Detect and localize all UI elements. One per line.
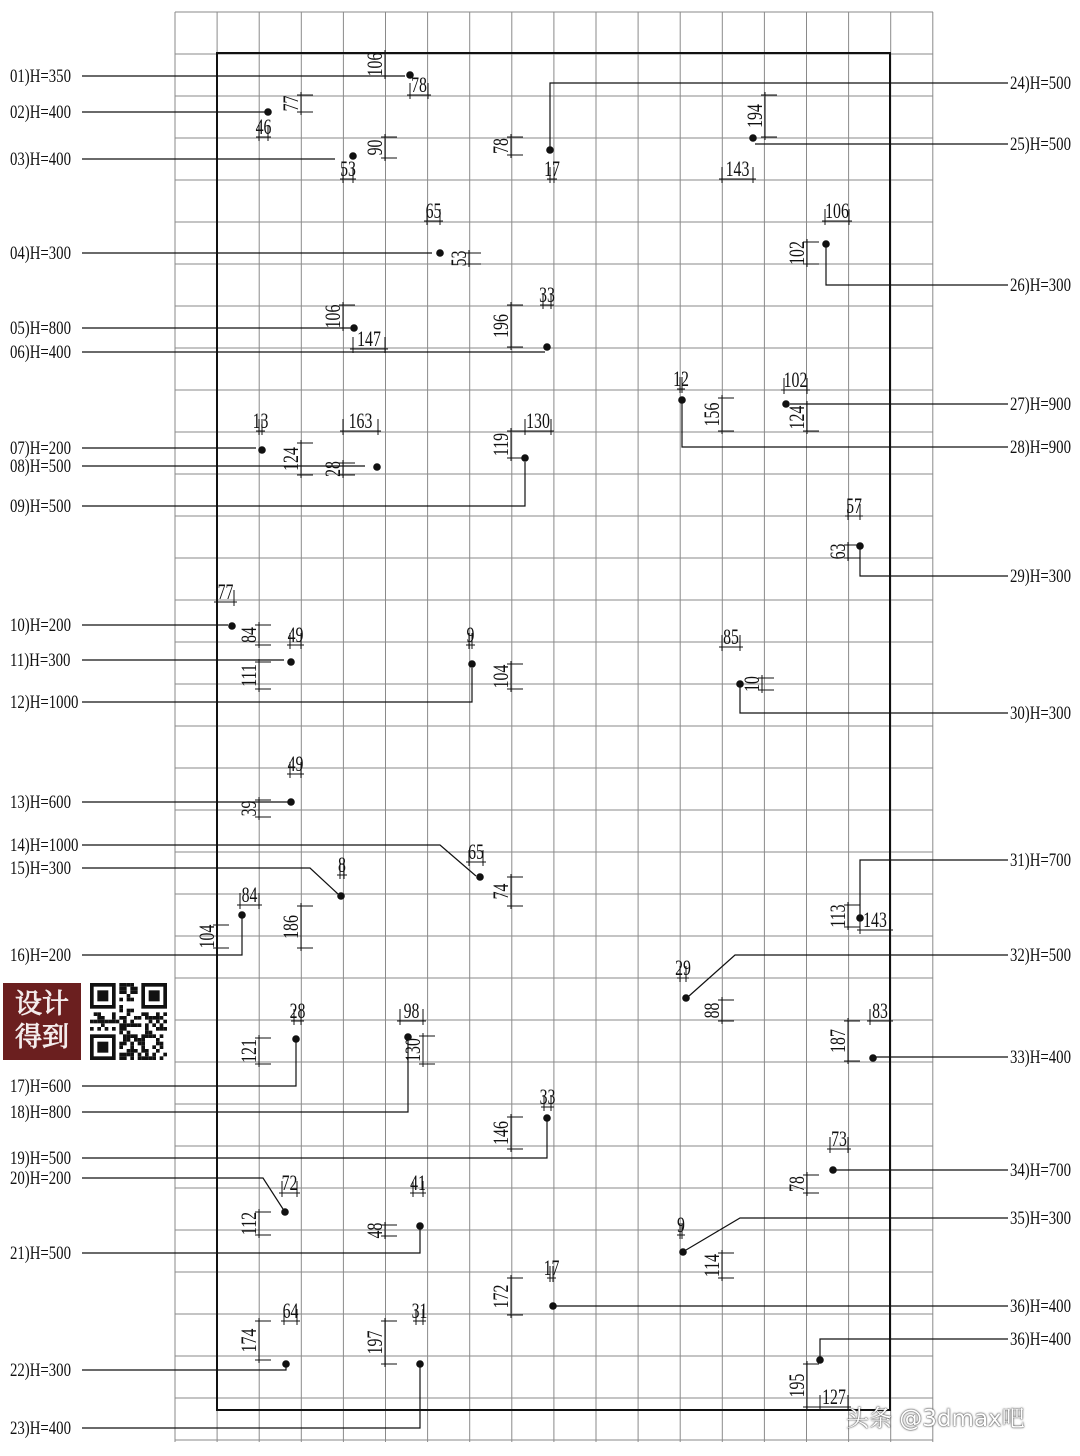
- fixture-label: 24)H=500: [1010, 72, 1071, 94]
- dimension-value: 106: [321, 304, 346, 329]
- fixture-label: 06)H=400: [10, 341, 71, 363]
- outlet-point-icon: [678, 396, 686, 404]
- dimension-value: 172: [489, 1284, 514, 1309]
- dimension-value: 90: [363, 139, 388, 156]
- fixture-label: 09)H=500: [10, 495, 71, 517]
- dimension-value: 72: [281, 1171, 298, 1196]
- fixture-label: 02)H=400: [10, 101, 71, 123]
- fixture-right-7: [719, 626, 1071, 724]
- logo-line-2: 得到: [15, 1022, 69, 1053]
- outlet-point-icon: [546, 146, 554, 154]
- dimension-value: 53: [340, 157, 356, 182]
- outlet-point-icon: [679, 1248, 687, 1256]
- leader-line: [860, 860, 1008, 915]
- outlet-point-icon: [416, 1360, 424, 1368]
- dimension-value: 124: [785, 405, 810, 430]
- fixture-label: 01)H=350: [10, 65, 71, 87]
- outlet-point-icon: [282, 1360, 290, 1368]
- outlet-point-icon: [281, 1208, 289, 1216]
- fixture-label: 07)H=200: [10, 437, 71, 459]
- brand-logo: [3, 983, 81, 1060]
- outlet-point-icon: [822, 240, 830, 248]
- outlet-point-icon: [258, 446, 266, 454]
- dimension-value: 195: [785, 1373, 810, 1398]
- dimension-value: 98: [403, 999, 420, 1024]
- dimension-value: 48: [363, 1222, 388, 1239]
- outlet-point-icon: [337, 892, 345, 900]
- fixture-left-23: [10, 1300, 427, 1439]
- fixture-label: 18)H=800: [10, 1101, 71, 1123]
- dimension-value: 63: [826, 543, 851, 560]
- dimension-value: 9: [466, 623, 475, 648]
- dimension-value: 13: [252, 409, 269, 434]
- dimension-value: 83: [872, 999, 888, 1024]
- dimension-value: 163: [348, 409, 373, 434]
- dimension-value: 65: [468, 840, 484, 865]
- dimension-value: 78: [489, 138, 514, 154]
- dimension-value: 102: [783, 368, 808, 393]
- fixture-label: 33)H=400: [1010, 1046, 1071, 1068]
- fixture-label: 32)H=500: [1010, 944, 1071, 966]
- fixture-left-20: [10, 1167, 300, 1238]
- dimension-value: 174: [237, 1328, 262, 1353]
- dimension-value: 194: [743, 104, 768, 128]
- fixture-label: 20)H=200: [10, 1167, 71, 1189]
- dimension-value: 33: [539, 1085, 556, 1110]
- dimension-value: 77: [279, 95, 304, 112]
- fixture-left-3: [10, 134, 397, 183]
- fixture-left-14: [10, 834, 523, 909]
- outlet-point-icon: [292, 1035, 300, 1043]
- dimension-value: 78: [785, 1176, 810, 1192]
- dimension-value: 114: [700, 1253, 725, 1278]
- fixture-right-4: [781, 369, 1071, 434]
- fixture-label: 16)H=200: [10, 944, 71, 966]
- fixture-right-1: [490, 72, 1071, 183]
- fixture-label: 23)H=400: [10, 1417, 71, 1439]
- dimension-value: 197: [363, 1330, 388, 1355]
- leader-line: [686, 1218, 1008, 1250]
- fixture-label: 36)H=400: [1010, 1328, 1071, 1350]
- fixture-label: 04)H=300: [10, 242, 71, 264]
- fixture-left-22: [10, 1300, 300, 1381]
- dimension-value: 156: [700, 402, 725, 427]
- fixture-label: 25)H=500: [1010, 133, 1071, 155]
- dimension-value: 53: [447, 250, 472, 267]
- fixture-label: 13)H=600: [10, 791, 71, 813]
- fixture-label: 22)H=300: [10, 1359, 71, 1381]
- fixture-left-2: [10, 92, 313, 141]
- fixture-left-13: [10, 753, 304, 820]
- dimension-value: 17: [543, 1256, 560, 1281]
- dimension-value: 49: [287, 623, 304, 648]
- dimension-value: 49: [287, 752, 304, 777]
- fixture-label: 12)H=1000: [10, 691, 79, 713]
- dimension-value: 84: [237, 627, 262, 643]
- outlet-point-icon: [476, 873, 484, 881]
- outlet-point-icon: [228, 622, 236, 630]
- outlet-point-icon: [543, 1114, 551, 1122]
- dimension-value: 78: [411, 73, 427, 98]
- leader-line: [82, 845, 476, 876]
- fixture-left-4: [10, 200, 481, 267]
- dimension-value: 127: [822, 1385, 846, 1410]
- dimension-value: 65: [425, 199, 442, 224]
- fixture-right-11: [786, 1128, 1071, 1196]
- fixture-label: 15)H=300: [10, 857, 71, 879]
- outlet-point-icon: [436, 249, 444, 257]
- dimension-value: 57: [846, 494, 862, 519]
- fixture-label: 29)H=300: [1010, 565, 1071, 587]
- dimension-value: 28: [321, 461, 346, 477]
- fixture-label: 27)H=900: [1010, 393, 1071, 415]
- dimension-value: 85: [723, 625, 739, 650]
- leader-line: [82, 668, 472, 702]
- dimension-value: 112: [237, 1211, 262, 1236]
- dimension-value: 64: [282, 1299, 299, 1324]
- fixture-label: 17)H=600: [10, 1075, 71, 1097]
- dimension-value: 124: [279, 447, 304, 471]
- dimension-value: 77: [217, 580, 234, 605]
- dimension-value: 73: [831, 1127, 847, 1152]
- fixture-label: 03)H=400: [10, 148, 71, 170]
- fixture-left-19: [10, 1086, 555, 1169]
- dimension-value: 33: [539, 283, 555, 308]
- leader-line: [82, 1367, 286, 1370]
- dimension-value: 88: [700, 1002, 725, 1019]
- fixture-label: 26)H=300: [1010, 274, 1071, 296]
- qr-code: [90, 983, 167, 1060]
- dimension-value: 106: [825, 199, 849, 224]
- outlet-point-icon: [468, 660, 476, 668]
- fixture-right-6: [827, 495, 1071, 587]
- dimension-value: 46: [255, 115, 272, 140]
- dimension-value: 39: [237, 800, 262, 817]
- outlet-point-icon: [816, 1356, 824, 1364]
- leader-line: [860, 549, 1008, 576]
- fixture-left-6: [10, 284, 555, 363]
- leader-line: [826, 247, 1008, 285]
- logo-line-1: 设计: [15, 989, 69, 1020]
- dimension-value: 29: [675, 956, 691, 981]
- dimension-value: 28: [289, 999, 306, 1024]
- leader-line: [682, 403, 1008, 447]
- outlet-point-icon: [287, 798, 295, 806]
- fixture-label: 19)H=500: [10, 1147, 71, 1169]
- fixture-right-8: [827, 849, 1071, 934]
- dimension-value: 121: [237, 1039, 262, 1063]
- dimension-value: 10: [740, 676, 765, 692]
- outlet-point-icon: [856, 542, 864, 550]
- outlet-point-icon: [549, 1302, 557, 1310]
- dimension-value: 106: [363, 52, 388, 77]
- leader-line: [82, 868, 338, 894]
- fixture-right-3: [786, 200, 1071, 296]
- dimension-value: 113: [826, 904, 851, 928]
- fixture-label: 31)H=700: [1010, 849, 1071, 871]
- dimension-value: 130: [401, 1038, 426, 1062]
- fixture-right-12: [677, 1207, 1071, 1281]
- fixture-label: 10)H=200: [10, 614, 71, 636]
- dimension-value: 74: [489, 883, 514, 900]
- dimension-value: 196: [489, 314, 514, 338]
- fixture-left-16: [10, 884, 262, 966]
- outlet-point-icon: [829, 1166, 837, 1174]
- dimension-value: 147: [357, 327, 381, 352]
- dimension-value: 143: [863, 908, 887, 933]
- fixture-label: 35)H=300: [1010, 1207, 1071, 1229]
- leader-line: [82, 1178, 283, 1209]
- dimension-value: 111: [237, 664, 262, 687]
- dimension-value: 31: [411, 1299, 428, 1324]
- dimension-value: 9: [677, 1213, 685, 1238]
- dimension-value: 8: [338, 853, 346, 878]
- dimension-value: 119: [489, 432, 514, 457]
- fixture-label: 08)H=500: [10, 455, 71, 477]
- outlet-point-icon: [543, 343, 551, 351]
- dimension-value: 104: [195, 924, 220, 949]
- dimension-value: 41: [410, 1171, 426, 1196]
- fixture-label: 21)H=500: [10, 1242, 71, 1264]
- fixture-label: 11)H=300: [10, 649, 71, 671]
- dimension-value: 187: [826, 1029, 851, 1053]
- outlet-point-icon: [869, 1054, 877, 1062]
- outlet-point-icon: [238, 911, 246, 919]
- watermark: 头条 @3dmax吧: [846, 1406, 1025, 1432]
- outlet-point-icon: [749, 134, 757, 142]
- outlet-point-icon: [682, 994, 690, 1002]
- fixture-label: 34)H=700: [1010, 1159, 1071, 1181]
- fixture-label: 36)H=400: [1010, 1295, 1071, 1317]
- fixture-label: 28)H=900: [1010, 436, 1071, 458]
- fixture-right-10: [827, 1000, 1071, 1068]
- dimension-value: 130: [526, 409, 550, 434]
- dimension-value: 143: [725, 157, 750, 182]
- dimension-value: 17: [544, 157, 560, 182]
- fixture-left-12: [10, 624, 523, 713]
- dimension-value: 104: [489, 664, 514, 689]
- outlet-point-icon: [287, 658, 295, 666]
- outlet-point-icon: [373, 463, 381, 471]
- fixture-left-7: [10, 410, 268, 459]
- dimension-value: 84: [241, 883, 258, 908]
- fixture-label: 05)H=800: [10, 317, 71, 339]
- fixture-right-14: [786, 1328, 1071, 1411]
- fixture-left-1: [10, 50, 431, 99]
- grid: [175, 12, 933, 1442]
- dimension-value: 146: [489, 1121, 514, 1145]
- dimension-value: 186: [279, 915, 304, 939]
- fixture-label: 14)H=1000: [10, 834, 79, 856]
- fixture-right-13: [490, 1257, 1071, 1318]
- outlet-point-icon: [416, 1222, 424, 1230]
- leader-line: [550, 83, 1008, 147]
- leader-line: [740, 687, 1008, 713]
- leader-line: [82, 1121, 547, 1158]
- dimension-value: 102: [785, 241, 810, 265]
- fixture-label: 30)H=300: [1010, 702, 1071, 724]
- fixture-left-10: [10, 581, 271, 648]
- dimension-value: 12: [673, 367, 689, 392]
